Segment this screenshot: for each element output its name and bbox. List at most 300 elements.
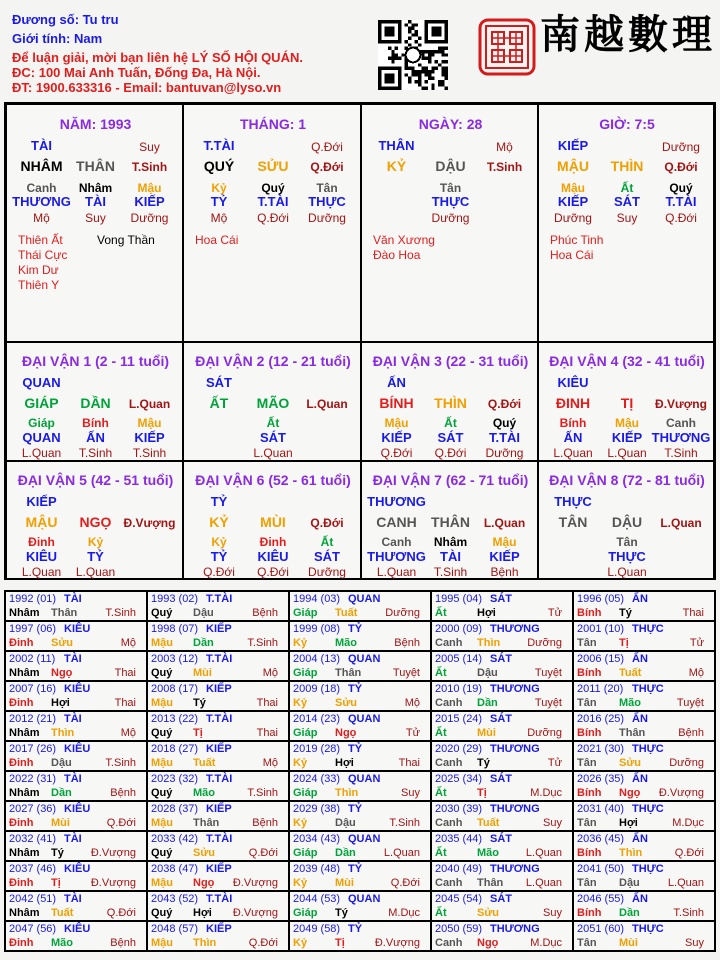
year-label: 2035 (44): [435, 833, 483, 845]
year-phase: Q.Đới: [674, 847, 704, 859]
dai-van-title: ĐẠI VẬN 3 (22 - 31 tuổi): [372, 353, 529, 369]
year-god: QUAN: [348, 893, 381, 905]
hidden-god: TỶ: [87, 549, 104, 564]
year-branch: Thân: [193, 817, 220, 829]
year-branch: Mão: [51, 937, 73, 949]
year-god: TÀI: [64, 773, 82, 785]
year-branch: Hợi: [619, 817, 638, 829]
year-label: 2042 (51): [9, 893, 57, 905]
dai-van-title: ĐẠI VẬN 7 (62 - 71 tuổi): [372, 472, 529, 488]
hidden-god: SÁT: [314, 549, 340, 564]
year-label: 2032 (41): [9, 833, 57, 845]
year-cell: [147, 921, 289, 951]
year-cell: [573, 891, 715, 921]
year-label: 1997 (06): [9, 623, 57, 635]
year-stem: Mậu: [151, 817, 173, 829]
dai-van-star: Q.Đới: [310, 516, 344, 530]
year-stem: Tân: [577, 637, 597, 649]
year-phase: T.Sinh: [247, 787, 278, 799]
year-phase: Đ.Vượng: [90, 847, 136, 859]
year-god: KIẾP: [206, 683, 232, 695]
year-phase: T.Sinh: [105, 607, 136, 619]
year-god: SÁT: [490, 653, 512, 665]
year-branch: Dậu: [335, 817, 356, 829]
hidden-god: ẤN: [563, 430, 583, 445]
dai-van-god: QUAN: [22, 375, 61, 390]
year-phase: M.Dục: [530, 787, 562, 799]
hidden-stem: Canh: [26, 181, 57, 195]
year-stem: Ất: [435, 667, 447, 679]
year-branch: Mão: [335, 637, 357, 649]
year-label: 2005 (14): [435, 653, 483, 665]
hidden-god: ẤN: [86, 430, 105, 445]
dai-van-star: L.Quan: [128, 397, 171, 411]
year-god: TÀI: [64, 833, 82, 845]
year-phase: Tuyệt: [676, 697, 704, 709]
hidden-stem: Kỷ: [211, 535, 227, 549]
year-branch: Dần: [477, 697, 498, 709]
year-phase: Q.Đới: [248, 847, 278, 859]
year-label: 2038 (47): [151, 863, 199, 875]
year-phase: Thai: [398, 757, 420, 769]
year-cell: [431, 801, 573, 831]
year-cell: [147, 741, 289, 771]
pillar-title: THÁNG: 1: [239, 116, 307, 132]
year-phase: T.Sinh: [247, 637, 278, 649]
year-branch: Tị: [335, 937, 345, 949]
dai-van-title: ĐẠI VẬN 8 (72 - 81 tuổi): [549, 472, 705, 488]
year-label: 2017 (26): [9, 743, 57, 755]
pillar-branch: THÂN: [76, 158, 115, 174]
pillar-star-item: Phúc Tinh: [550, 233, 604, 247]
year-phase: Suy: [401, 787, 420, 799]
year-god: KIÊU: [64, 803, 91, 815]
year-cell: [573, 741, 715, 771]
year-cell: [289, 591, 431, 621]
year-cell: [5, 861, 147, 891]
year-phase: T.Sinh: [673, 907, 704, 919]
year-branch: Thìn: [477, 637, 501, 649]
pillar-phase: Suy: [139, 140, 160, 154]
hidden-phase: T.Sinh: [132, 446, 167, 460]
dai-van-branch: TỊ: [620, 395, 634, 411]
hidden-phase: Q.Đới: [434, 446, 467, 460]
year-phase: Bệnh: [110, 787, 136, 799]
year-phase: L.Quan: [383, 847, 420, 859]
year-phase: Mộ: [404, 697, 420, 709]
dai-van-branch: MÃO: [256, 395, 290, 411]
year-phase: Suy: [685, 937, 704, 949]
year-cell: [289, 801, 431, 831]
dai-van-god: KIÊU: [557, 375, 589, 390]
year-stem: Quý: [151, 847, 173, 859]
year-god: KIÊU: [64, 863, 91, 875]
hidden-god: KIẾP: [134, 430, 165, 445]
year-phase: Q.Đới: [106, 817, 136, 829]
year-label: 2028 (37): [151, 803, 199, 815]
pillar-star-item: Hoa Cái: [550, 248, 594, 262]
year-stem: Kỷ: [293, 877, 308, 889]
pillar-4: [538, 104, 714, 342]
hidden-phase: Q.Đới: [665, 211, 697, 225]
pillar-star-item: Vong Thần: [97, 233, 155, 247]
hidden-god: KIẾP: [381, 430, 412, 445]
year-branch: Dậu: [477, 667, 498, 679]
year-branch: Thìn: [51, 727, 75, 739]
hidden-phase: L.Quan: [607, 446, 647, 460]
year-god: QUAN: [348, 713, 381, 725]
dai-van-god: ẤN: [387, 375, 406, 390]
year-stem: Quý: [151, 727, 173, 739]
year-god: KIÊU: [64, 923, 91, 935]
year-phase: Tuyệt: [392, 667, 420, 679]
year-god: KIẾP: [206, 623, 232, 635]
year-stem: Quý: [151, 907, 173, 919]
hidden-god: THỰC: [608, 549, 646, 564]
pillar-star-item: Thiên Ất: [18, 233, 63, 247]
year-cell: [573, 831, 715, 861]
year-god: SÁT: [490, 593, 512, 605]
year-stem: Tân: [577, 757, 597, 769]
year-branch: Tuất: [477, 817, 500, 829]
year-cell: [289, 921, 431, 951]
year-branch: Ngọ: [335, 727, 357, 739]
year-stem: Bính: [577, 907, 602, 919]
hidden-phase: Dưỡng: [308, 211, 346, 225]
hidden-phase: Q.Đới: [380, 446, 413, 460]
year-label: 2029 (38): [293, 803, 341, 815]
hidden-god: KIẾP: [557, 194, 589, 209]
hidden-stem: Quý: [261, 181, 285, 195]
hidden-phase: Q.Đới: [203, 565, 235, 579]
year-label: 2034 (43): [293, 833, 341, 845]
dai-van-stem: MẬU: [25, 514, 58, 530]
dai-van-god: KIẾP: [26, 494, 57, 509]
year-phase: Mộ: [262, 757, 278, 769]
dai-van-star: L.Quan: [483, 516, 526, 530]
year-label: 2033 (42): [151, 833, 199, 845]
hidden-god: KIẾP: [134, 194, 165, 209]
year-god: ẤN: [632, 773, 648, 785]
hidden-phase: L.Quan: [21, 565, 62, 579]
year-god: ẤN: [632, 593, 648, 605]
year-cell: [431, 921, 573, 951]
year-cell: [289, 891, 431, 921]
year-cell: [5, 891, 147, 921]
year-stem: Giáp: [293, 787, 318, 799]
year-label: 2039 (48): [293, 863, 341, 875]
pillar-god: TÀI: [31, 138, 52, 153]
year-phase: M.Dục: [672, 817, 704, 829]
year-god: THƯƠNG: [490, 803, 540, 815]
hidden-phase: Suy: [616, 211, 638, 225]
year-phase: Mộ: [120, 637, 136, 649]
year-branch: Tị: [477, 787, 487, 799]
year-phase: Q.Đới: [390, 877, 420, 889]
hidden-phase: L.Quan: [21, 446, 62, 460]
year-label: 2015 (24): [435, 713, 483, 725]
gender-value: Nam: [73, 31, 103, 46]
hidden-god: SÁT: [260, 430, 286, 445]
year-branch: Sửu: [51, 637, 74, 649]
year-god: T.TÀI: [206, 653, 233, 665]
year-phase: Suy: [543, 817, 562, 829]
year-label: 2027 (36): [9, 803, 57, 815]
year-stem: Ất: [435, 907, 447, 919]
year-stem: Tân: [577, 697, 597, 709]
hidden-god: T.TÀI: [665, 194, 697, 209]
year-stem: Đinh: [9, 757, 34, 769]
year-stem: Giáp: [293, 907, 318, 919]
year-branch: Tị: [51, 877, 61, 889]
year-god: THỰC: [632, 623, 664, 635]
year-stem: Nhâm: [9, 607, 40, 619]
year-stem: Bính: [577, 787, 602, 799]
pillar-title: NĂM: 1993: [59, 116, 132, 132]
year-stem: Giáp: [293, 607, 318, 619]
year-branch: Sửu: [335, 697, 358, 709]
hidden-stem: Bính: [559, 416, 587, 430]
year-phase: Dưỡng: [527, 727, 562, 739]
year-cell: [147, 771, 289, 801]
dai-van-stem: KỶ: [209, 514, 229, 530]
year-branch: Thìn: [619, 847, 643, 859]
year-cell: [147, 651, 289, 681]
year-stem: Kỷ: [293, 757, 308, 769]
pillar-1: [6, 104, 183, 342]
hidden-phase: Dưỡng: [554, 211, 592, 225]
pillar-star: T.Sinh: [131, 160, 168, 174]
year-label: 2014 (23): [293, 713, 341, 725]
year-branch: Dần: [51, 787, 72, 799]
year-label: 2036 (45): [577, 833, 625, 845]
hidden-god: KIẾP: [489, 549, 520, 564]
year-cell: [147, 831, 289, 861]
year-label: 2012 (21): [9, 713, 57, 725]
hidden-stem: Mậu: [561, 181, 585, 195]
hidden-phase: L.Quan: [75, 565, 116, 579]
year-branch: Thìn: [335, 787, 359, 799]
year-label: 2040 (49): [435, 863, 483, 875]
year-label: 2051 (60): [577, 923, 625, 935]
year-cell: [431, 771, 573, 801]
dai-van-stem: BÍNH: [379, 395, 414, 411]
pillar-god: THÂN: [378, 138, 415, 153]
year-phase: Tử: [689, 637, 704, 649]
year-god: QUAN: [348, 653, 381, 665]
year-label: 1995 (04): [435, 593, 483, 605]
hidden-phase: Dưỡng: [485, 446, 524, 460]
dai-van-star: L.Quan: [306, 397, 348, 411]
year-phase: Thai: [682, 607, 704, 619]
year-branch: Mão: [619, 697, 641, 709]
year-god: T.TÀI: [206, 833, 233, 845]
year-stem: Mậu: [151, 697, 173, 709]
year-label: 2001 (10): [577, 623, 625, 635]
year-phase: Q.Đới: [248, 937, 278, 949]
hidden-god: QUAN: [22, 430, 61, 445]
year-phase: Mộ: [262, 667, 278, 679]
year-phase: Đ.Vượng: [232, 907, 278, 919]
hidden-phase: Mộ: [210, 211, 228, 225]
year-branch: Sửu: [619, 757, 642, 769]
hidden-phase: Dưỡng: [308, 565, 346, 579]
hidden-god: THƯƠNG: [651, 430, 711, 445]
year-branch: Sửu: [193, 847, 216, 859]
year-god: KIẾP: [206, 863, 232, 875]
year-phase: Tử: [547, 607, 562, 619]
owner-value: Tu tru: [82, 12, 119, 27]
year-label: 2045 (54): [435, 893, 483, 905]
year-stem: Kỷ: [293, 937, 308, 949]
year-phase: Tử: [405, 727, 420, 739]
year-branch: Ngọ: [619, 787, 641, 799]
hidden-phase: Mộ: [33, 211, 50, 225]
year-cell: [573, 621, 715, 651]
year-god: KIẾP: [206, 803, 232, 815]
year-phase: Q.Đới: [106, 907, 136, 919]
year-cell: [5, 921, 147, 951]
year-label: 2022 (31): [9, 773, 57, 785]
year-stem: Đinh: [9, 637, 34, 649]
year-stem: Mậu: [151, 877, 173, 889]
dai-van-title: ĐẠI VẬN 4 (32 - 41 tuổi): [549, 353, 705, 369]
year-branch: Tị: [193, 727, 203, 739]
year-phase: Tuyệt: [534, 667, 562, 679]
dai-van-branch: DẬU: [611, 514, 643, 530]
dai-van-title: ĐẠI VẬN 2 (12 - 21 tuổi): [195, 353, 351, 369]
pillar-phase: Dưỡng: [662, 140, 700, 154]
year-branch: Ngọ: [193, 877, 215, 889]
year-god: KIÊU: [64, 623, 91, 635]
year-label: 1999 (08): [293, 623, 341, 635]
year-phase: Bệnh: [110, 937, 136, 949]
year-phase: Bệnh: [252, 817, 278, 829]
year-cell: [289, 831, 431, 861]
year-branch: Sửu: [477, 907, 500, 919]
year-label: 2046 (55): [577, 893, 625, 905]
hidden-god: KIẾP: [611, 430, 643, 445]
year-cell: [5, 771, 147, 801]
year-god: TỶ: [348, 743, 363, 755]
year-phase: Thai: [256, 697, 278, 709]
year-stem: Nhâm: [9, 727, 40, 739]
year-label: 1996 (05): [577, 593, 625, 605]
year-branch: Dậu: [619, 877, 640, 889]
year-god: TỶ: [348, 863, 363, 875]
year-god: QUAN: [348, 773, 381, 785]
year-cell: [573, 771, 715, 801]
year-god: TỶ: [348, 683, 363, 695]
year-stem: Tân: [577, 877, 597, 889]
year-god: THỰC: [632, 743, 664, 755]
hidden-god: KIÊU: [257, 549, 289, 564]
year-stem: Bính: [577, 607, 602, 619]
year-stem: Quý: [151, 607, 173, 619]
year-god: THƯƠNG: [490, 743, 540, 755]
year-phase: Tuyệt: [534, 697, 562, 709]
year-cell: [147, 621, 289, 651]
hidden-stem: Giáp: [28, 416, 55, 430]
year-branch: Mùi: [477, 727, 496, 739]
year-stem: Canh: [435, 877, 463, 889]
header: [0, 0, 720, 100]
year-branch: Dậu: [193, 607, 214, 619]
year-stem: Nhâm: [9, 667, 40, 679]
year-label: 2050 (59): [435, 923, 483, 935]
dai-van-stem: TÂN: [558, 514, 588, 530]
year-phase: Thai: [114, 697, 136, 709]
year-god: TÀI: [64, 713, 82, 725]
year-label: 2049 (58): [293, 923, 341, 935]
year-phase: Bệnh: [252, 607, 278, 619]
pillar-phase: Mộ: [496, 140, 513, 154]
hidden-god: SÁT: [614, 194, 640, 209]
year-phase: Đ.Vượng: [90, 877, 136, 889]
hidden-phase: L.Quan: [376, 565, 417, 579]
year-stem: Ất: [435, 847, 447, 859]
dai-van-8: [538, 461, 714, 580]
pillar-2: [183, 104, 361, 342]
year-stem: Nhâm: [9, 847, 40, 859]
year-phase: L.Quan: [525, 847, 562, 859]
year-branch: Hợi: [477, 607, 496, 619]
hidden-stem: Ất: [320, 535, 334, 549]
year-cell: [573, 651, 715, 681]
pillar-star-item: Văn Xương: [373, 233, 435, 247]
hidden-phase: L.Quan: [607, 565, 647, 579]
year-stem: Đinh: [9, 817, 34, 829]
year-label: 1992 (01): [9, 593, 57, 605]
pillar-star: Q.Đới: [664, 160, 698, 174]
year-cell: [431, 681, 573, 711]
chart-grid: [4, 102, 716, 580]
year-god: TỶ: [348, 923, 363, 935]
hidden-phase: T.Sinh: [433, 565, 468, 579]
year-phase: Đ.Vượng: [374, 937, 420, 949]
year-stem: Giáp: [293, 727, 318, 739]
year-stem: Tân: [577, 937, 597, 949]
hidden-god: TÀI: [85, 194, 106, 209]
year-cell: [289, 861, 431, 891]
year-branch: Tuất: [193, 757, 216, 769]
year-stem: Canh: [435, 757, 463, 769]
dai-van-god: THƯƠNG: [367, 494, 426, 509]
year-table: [4, 590, 716, 952]
year-god: ẤN: [632, 893, 648, 905]
year-god: KIÊU: [64, 743, 91, 755]
year-label: 2037 (46): [9, 863, 57, 875]
hidden-phase: Q.Đới: [257, 565, 289, 579]
year-god: T.TÀI: [206, 593, 233, 605]
year-cell: [5, 741, 147, 771]
hidden-phase: T.Sinh: [664, 446, 698, 460]
year-stem: Bính: [577, 847, 602, 859]
year-cell: [289, 651, 431, 681]
year-label: 2016 (25): [577, 713, 625, 725]
year-stem: Đinh: [9, 877, 34, 889]
year-label: 2030 (39): [435, 803, 483, 815]
year-label: 2010 (19): [435, 683, 483, 695]
pillar-star-item: Thiên Y: [18, 278, 60, 292]
year-phase: Dưỡng: [527, 637, 562, 649]
hidden-god: T.TÀI: [488, 430, 521, 445]
year-label: 2031 (40): [577, 803, 625, 815]
year-stem: Ất: [435, 787, 447, 799]
year-god: TỶ: [348, 803, 363, 815]
year-stem: Mậu: [151, 937, 173, 949]
hidden-stem: Ất: [266, 416, 280, 430]
